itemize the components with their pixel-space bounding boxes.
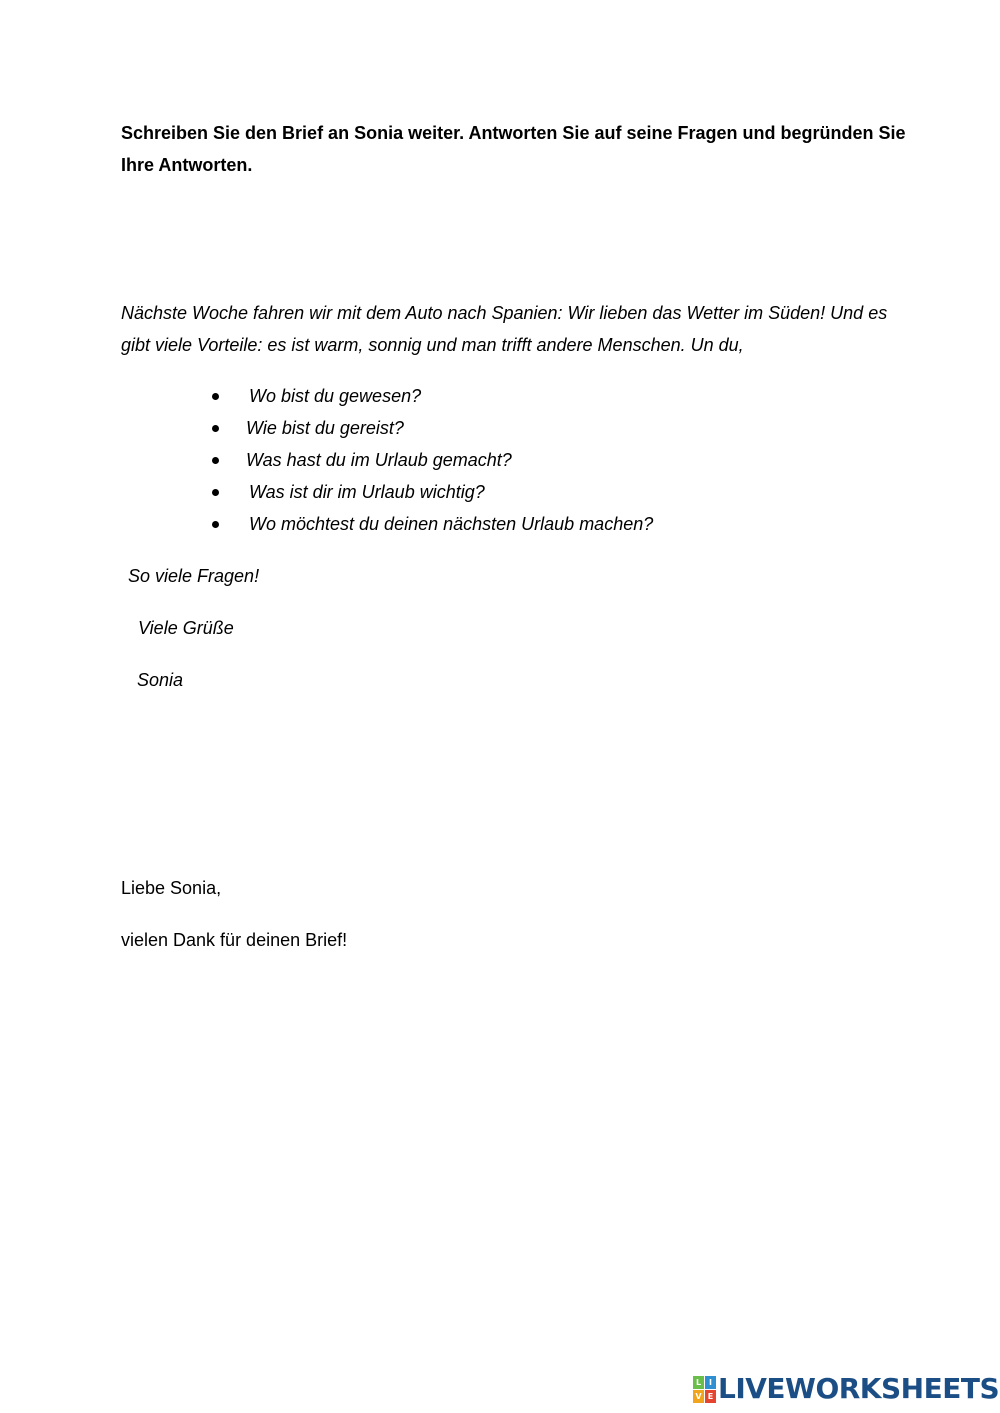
bullet-icon xyxy=(212,393,219,400)
bullet-icon xyxy=(212,425,219,432)
reply-first-line: vielen Dank für deinen Brief! xyxy=(121,930,348,950)
letter-signature: Sonia xyxy=(137,670,184,690)
logo-mark-letter: L xyxy=(693,1376,704,1389)
letter-greeting: Viele Grüße xyxy=(138,618,234,638)
bullet-icon xyxy=(212,521,219,528)
logo-mark-icon xyxy=(693,1376,715,1402)
question-text: Wo bist du gewesen? xyxy=(249,386,422,406)
question-text: Wo möchtest du deinen nächsten Urlaub machen? xyxy=(249,514,654,534)
task-instruction: Schreiben Sie den Brief an Sonia weiter. Antworten Sie auf seine Fragen und begründen Sie Ihre Antworten. xyxy=(121,123,906,175)
letter-closing: So viele Fragen! xyxy=(128,566,260,586)
question-text: Wie bist du gereist? xyxy=(246,418,404,438)
logo-text: LIVEWORKSHEETS xyxy=(718,1372,1000,1405)
bullet-icon xyxy=(212,457,219,464)
letter-intro: Nächste Woche fahren wir mit dem Auto nach Spanien: Wir lieben das Wetter im Süden! Und es gibt viele Vorteile: es ist warm, sonnig und man trifft andere Menschen. Un du, xyxy=(121,303,888,355)
liveworksheets-logo xyxy=(693,1373,999,1405)
bullet-icon xyxy=(212,489,219,496)
logo-mark-letter: V xyxy=(693,1390,704,1403)
logo-mark-letter: E xyxy=(705,1390,716,1403)
logo-mark-letter: I xyxy=(705,1376,716,1389)
question-text: Was hast du im Urlaub gemacht? xyxy=(246,450,512,470)
reply-salutation: Liebe Sonia, xyxy=(121,878,222,898)
question-text: Was ist dir im Urlaub wichtig? xyxy=(249,482,485,502)
